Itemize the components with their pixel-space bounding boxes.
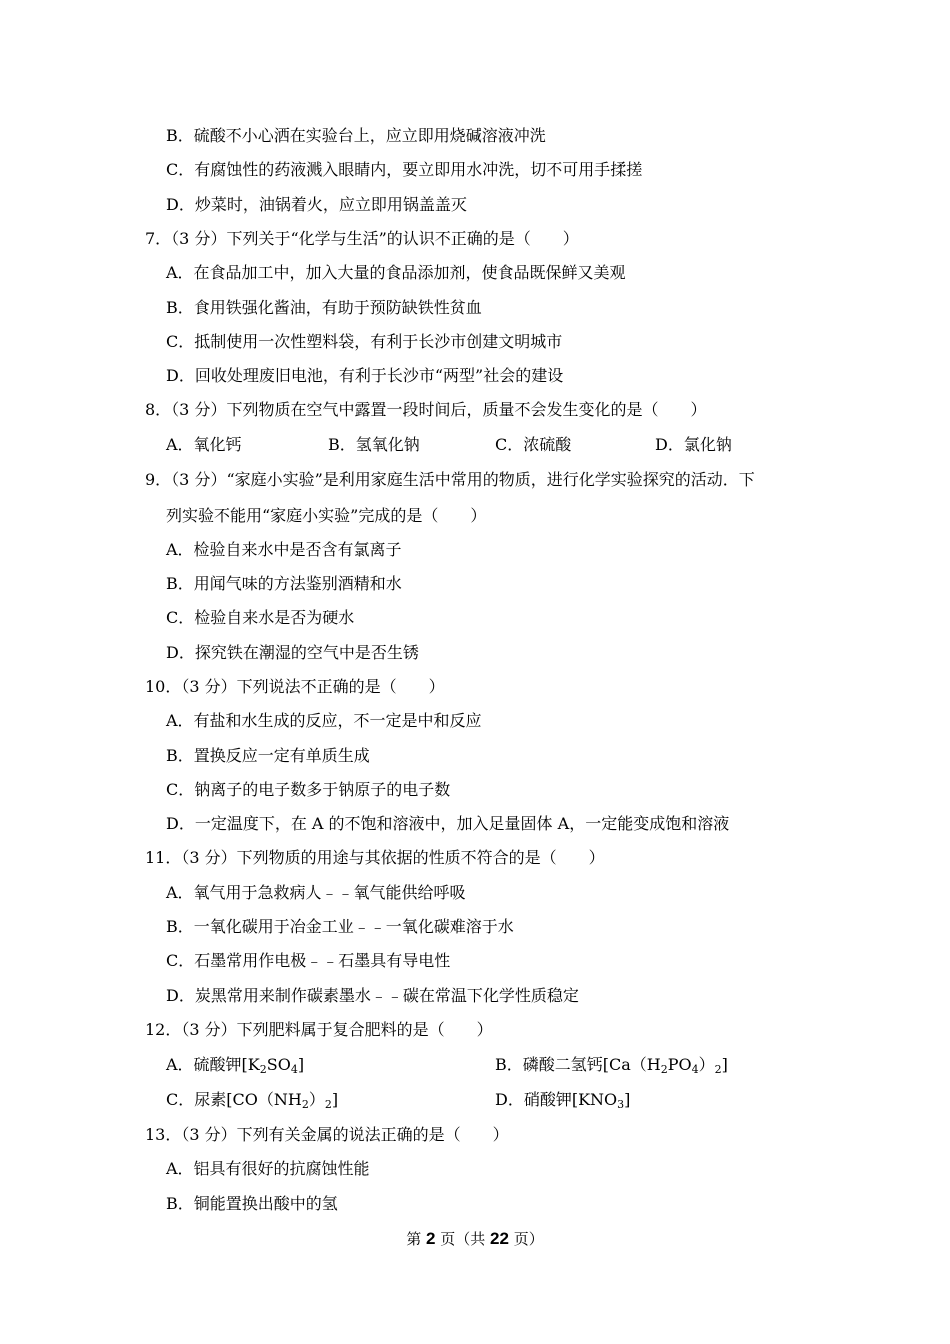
q10-option-b: B．置换反应一定有单质生成	[166, 746, 370, 765]
q8-option-c: C．浓硫酸	[495, 435, 572, 454]
total-pages: 22	[490, 1229, 509, 1248]
q11-option-d: D．炭黑常用来制作碳素墨水﹣﹣碳在常温下化学性质稳定	[166, 986, 579, 1005]
q6-option-d: D．炒菜时，油锅着火，应立即用锅盖盖灭	[166, 195, 467, 214]
q9-option-b: B．用闻气味的方法鉴别酒精和水	[166, 574, 402, 593]
q8-option-d: D．氯化钠	[655, 435, 732, 454]
q7-stem: 7．（3 分）下列关于“化学与生活”的认识不正确的是（ ）	[145, 229, 579, 248]
q9-stem-continuation: 列实验不能用“家庭小实验”完成的是（ ）	[166, 506, 487, 525]
q12-option-a: A．硫酸钾$[K_2SO_4]$	[166, 1055, 305, 1076]
q12-option-c: C．尿素$[CO(NH_2)_2]$	[166, 1090, 339, 1111]
q12-option-b: B．磷酸二氢钙$[Ca(H_2PO_4)_2]$	[495, 1055, 728, 1076]
q13-option-a: A．铝具有很好的抗腐蚀性能	[166, 1159, 370, 1178]
q10-option-a: A．有盐和水生成的反应，不一定是中和反应	[166, 711, 482, 730]
q8-option-a: A．氧化钙	[166, 435, 242, 454]
q9-stem: 9．（3 分）“家庭小实验”是利用家庭生活中常用的物质，进行化学实验探究的活动．下	[145, 470, 755, 489]
q7-option-c: C．抵制使用一次性塑料袋，有利于长沙市创建文明城市	[166, 332, 563, 351]
q11-option-a: A．氧气用于急救病人﹣﹣氧气能供给呼吸	[166, 883, 466, 902]
q6-option-b: B．硫酸不小心洒在实验台上，应立即用烧碱溶液冲洗	[166, 126, 546, 145]
q7-option-d: D．回收处理废旧电池，有利于长沙市“两型”社会的建设	[166, 366, 564, 385]
q7-option-a: A．在食品加工中，加入大量的食品添加剂，使食品既保鲜又美观	[166, 263, 626, 282]
q11-stem: 11．（3 分）下列物质的用途与其依据的性质不符合的是（ ）	[145, 848, 605, 867]
q9-option-c: C．检验自来水是否为硬水	[166, 608, 355, 627]
q10-option-d: D．一定温度下，在 A 的不饱和溶液中，加入足量固体 A，一定能变成饱和溶液	[166, 814, 730, 833]
q10-stem: 10．（3 分）下列说法不正确的是（ ）	[145, 677, 445, 696]
q8-stem: 8．（3 分）下列物质在空气中露置一段时间后，质量不会发生变化的是（ ）	[145, 400, 707, 419]
q6-option-c: C．有腐蚀性的药液溅入眼睛内，要立即用水冲洗，切不可用手揉搓	[166, 160, 643, 179]
page-footer: 第 2 页（共 22 页）	[406, 1229, 544, 1248]
q9-option-a: A．检验自来水中是否含有氯离子	[166, 540, 402, 559]
q10-option-c: C．钠离子的电子数多于钠原子的电子数	[166, 780, 451, 799]
q12-option-d: D．硝酸钾$[KNO_3]$	[495, 1090, 631, 1111]
q13-option-b: B．铜能置换出酸中的氢	[166, 1194, 338, 1213]
q11-option-c: C．石墨常用作电极﹣﹣石墨具有导电性	[166, 951, 451, 970]
q13-stem: 13．（3 分）下列有关金属的说法正确的是（ ）	[145, 1125, 509, 1144]
q9-option-d: D．探究铁在潮湿的空气中是否生锈	[166, 643, 419, 662]
q8-option-b: B．氢氧化钠	[328, 435, 420, 454]
q7-option-b: B．食用铁强化酱油，有助于预防缺铁性贫血	[166, 298, 482, 317]
page-number: 2	[426, 1229, 436, 1248]
q11-option-b: B．一氧化碳用于冶金工业﹣﹣一氧化碳难溶于水	[166, 917, 514, 936]
q12-stem: 12．（3 分）下列肥料属于复合肥料的是（ ）	[145, 1020, 493, 1039]
